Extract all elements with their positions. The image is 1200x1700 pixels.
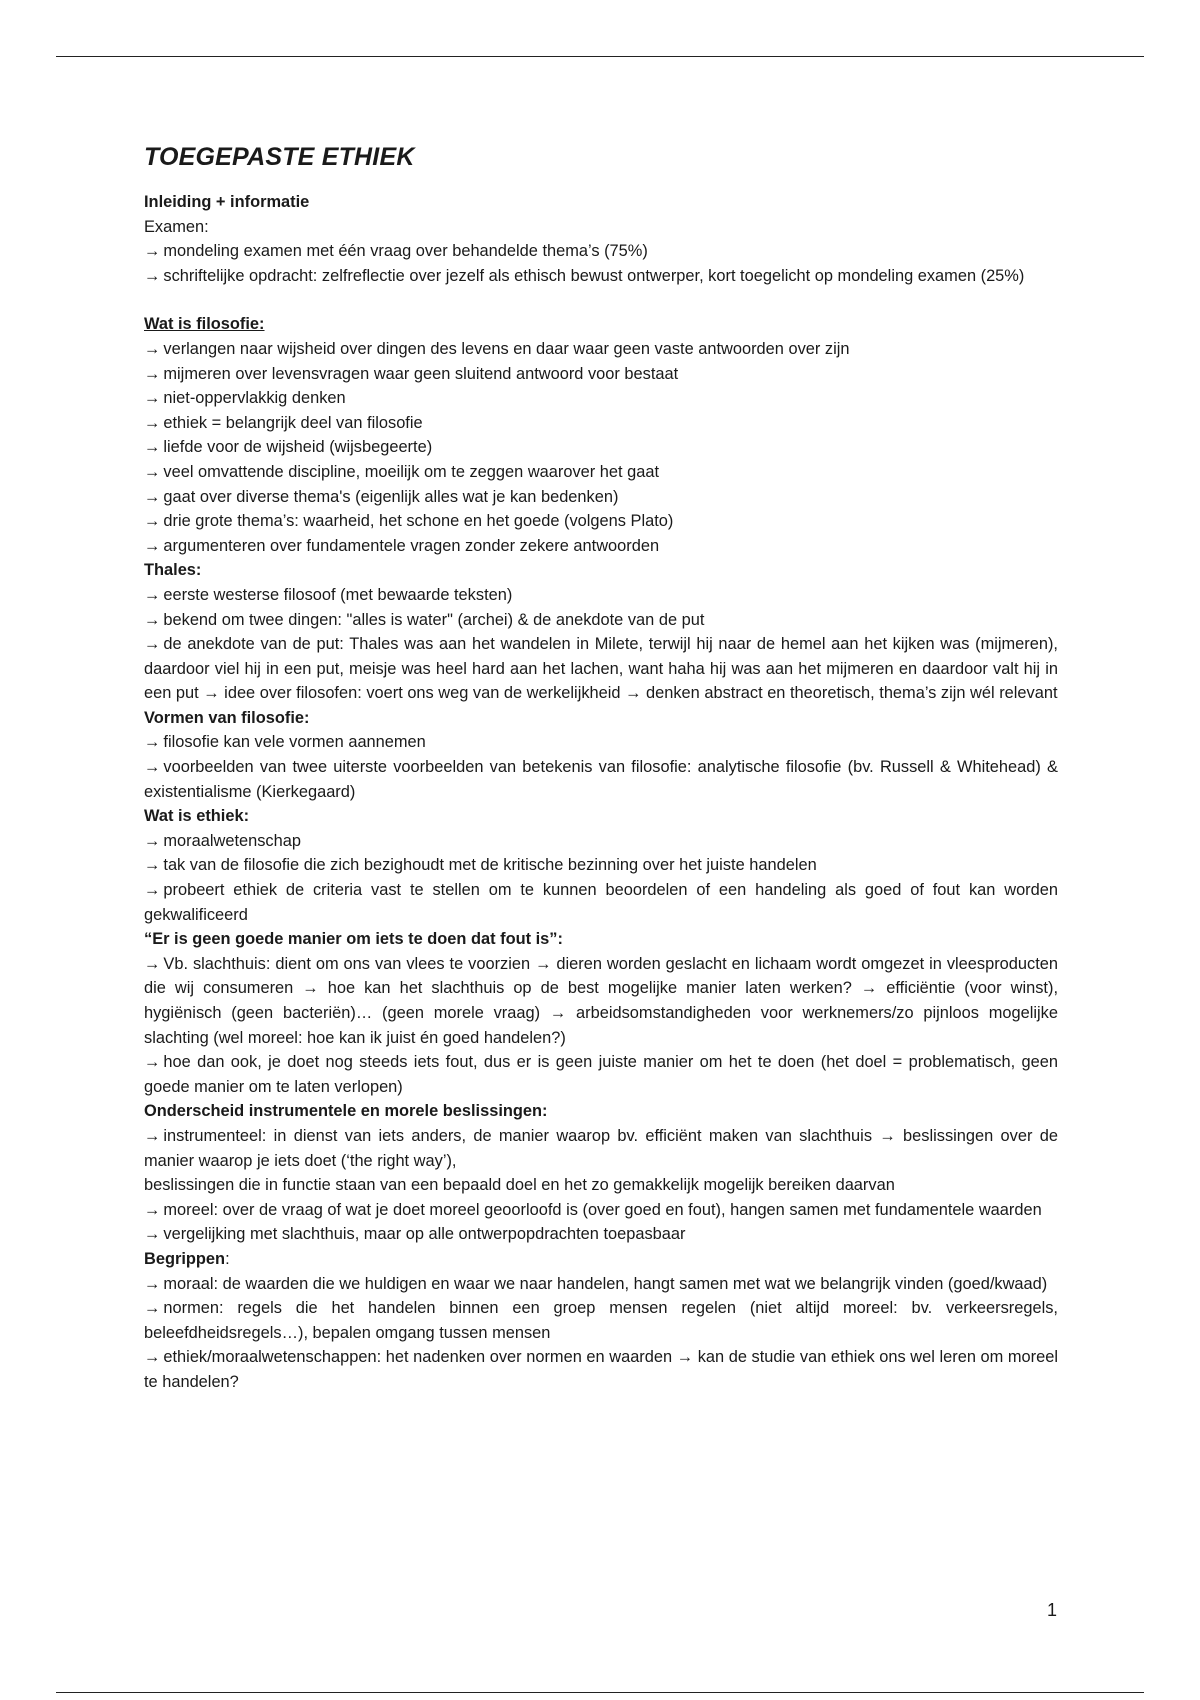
bullet-item [144, 853, 1058, 878]
bullet-text: bekend om twee dingen: "alles is water" (archei) & de anekdote van de put [163, 610, 705, 629]
bullet-item [144, 755, 1058, 804]
section-heading-text: Onderscheid instrumentele en morele beslissingen: [144, 1102, 548, 1121]
bullet-text: de anekdote van de put: Thales was aan het wandelen in Milete, terwijl hij naar de hemel aan het kijken was (mijmeren), daardoor viel hij in een put, meisje was heel hard aan het lachen, want haha hij was aan het mijmeren en daardoor valt hij in een put → idee over filosofen: voert ons weg van de werkelijkheid → denken abstract en theoretisch, thema’s zijn wél relevant [144, 635, 1058, 703]
section-heading [144, 190, 1058, 215]
top-rule [56, 56, 1144, 57]
bullet-text: moraal: de waarden die we huldigen en waar we naar handelen, hangt samen met wat we belangrijk vinden (goed/kwaad) [163, 1274, 1048, 1293]
arrow-icon: → [144, 512, 161, 531]
arrow-icon: → [144, 266, 161, 285]
text-line: beslissingen die in functie staan van een bepaald doel en het zo gemakkelijk mogelijk bereiken daarvan [144, 1176, 895, 1195]
bullet-text: instrumenteel: in dienst van iets anders, de manier waarop bv. efficiënt maken van slachthuis → beslissingen over de manier waarop je iets doet (‘the right way’), [144, 1126, 1058, 1170]
bullet-text: eerste westerse filosoof (met bewaarde teksten) [163, 585, 513, 604]
section-heading-text: Thales: [144, 561, 202, 580]
section-heading [144, 1099, 1058, 1124]
bottom-rule [56, 1692, 1144, 1693]
bullet-text: argumenteren over fundamentele vragen zonder zekere antwoorden [163, 536, 660, 555]
bullet-text: drie grote thema’s: waarheid, het schone en het goede (volgens Plato) [163, 512, 674, 531]
section-heading-suffix: : [225, 1249, 230, 1268]
arrow-icon: → [144, 635, 161, 654]
document-title: TOEGEPASTE ETHIEK [144, 143, 415, 171]
arrow-icon: → [144, 487, 161, 506]
bullet-item [144, 435, 1058, 460]
bullet-text: schriftelijke opdracht: zelfreflectie over jezelf als ethisch bewust ontwerper, kort toegelicht op mondeling examen (25%) [163, 266, 1025, 285]
bullet-text: ethiek/moraalwetenschappen: het nadenken over normen en waarden → kan de studie van ethiek ons wel leren om moreel te handelen? [144, 1348, 1058, 1391]
bullet-text: voorbeelden van twee uiterste voorbeelden van betekenis van filosofie: analytische filosofie (bv. Russell & Whitehead) & existentialisme (Kierkegaard) [144, 758, 1058, 801]
arrow-icon: → [144, 389, 161, 408]
arrow-icon: → [144, 1348, 161, 1367]
bullet-item [144, 239, 1058, 264]
arrow-icon: → [144, 462, 161, 481]
section-heading-text: Wat is ethiek: [144, 807, 250, 826]
bullet-text: gaat over diverse thema's (eigenlijk alles wat je kan bedenken) [163, 487, 619, 506]
section-heading-text: “Er is geen goede manier om iets te doen dat fout is”: [144, 930, 563, 949]
bullet-item [144, 509, 1058, 534]
section-gap [144, 288, 1058, 312]
bullet-item [144, 460, 1058, 485]
bullet-item [144, 337, 1058, 362]
bullet-text: ethiek = belangrijk deel van filosofie [163, 413, 423, 432]
bullet-item [144, 730, 1058, 755]
bullet-item [144, 386, 1058, 411]
bullet-item [144, 1296, 1058, 1345]
arrow-icon: → [144, 881, 161, 900]
bullet-text: niet-oppervlakkig denken [163, 389, 346, 408]
bullet-text: normen: regels die het handelen binnen een groep mensen regelen (niet altijd moreel: bv. verkeersregels, beleefdheidsregels…), bepalen omgang tussen mensen [144, 1299, 1058, 1342]
section-heading [144, 804, 1058, 829]
arrow-icon: → [144, 831, 161, 850]
bullet-item [144, 1124, 1058, 1173]
bullet-item [144, 534, 1058, 559]
arrow-icon: → [144, 856, 161, 875]
bullet-item [144, 1198, 1058, 1223]
section-heading [144, 558, 1058, 583]
bullet-text: mijmeren over levensvragen waar geen sluitend antwoord voor bestaat [163, 364, 679, 383]
bullet-item [144, 632, 1058, 706]
bullet-item [144, 411, 1058, 436]
section-heading-text: Begrippen [144, 1249, 226, 1268]
bullet-text: Vb. slachthuis: dient om ons van vlees te voorzien → dieren worden geslacht en lichaam wordt omgezet in vleesproducten die wij consumeren → hoe kan het slachthuis op de best mogelijke manier laten werken? → efficiëntie (voor winst), hygiënisch (geen bacteriën)… (geen morele vraag) → arbeidsomstandigheden voor werknemers/zo pijnloos mogelijke slachting (wel moreel: hoe kan ik juist én goed handelen?) [144, 954, 1058, 1047]
arrow-icon: → [144, 585, 161, 604]
bullet-text: veel omvattende discipline, moeilijk om te zeggen waarover het gaat [163, 462, 660, 481]
arrow-icon: → [144, 364, 161, 383]
arrow-icon: → [144, 242, 161, 261]
arrow-icon: → [144, 758, 161, 777]
bullet-text: moreel: over de vraag of wat je doet moreel geoorloofd is (over goed en fout), hangen samen met fundamentele waarden [163, 1200, 1042, 1219]
document-body [144, 140, 1058, 1395]
arrow-icon: → [144, 610, 161, 629]
text-line: Examen: [144, 217, 209, 236]
bullet-item [144, 1345, 1058, 1394]
bullet-item [144, 1050, 1058, 1099]
arrow-icon: → [144, 536, 161, 555]
arrow-icon: → [144, 1225, 161, 1244]
arrow-icon: → [144, 1274, 161, 1293]
arrow-icon: → [144, 1126, 161, 1145]
bullet-text: hoe dan ook, je doet nog steeds iets fout, dus er is geen juiste manier om het te doen (het doel = problematisch, geen goede manier om te laten verlopen) [144, 1053, 1058, 1096]
arrow-icon: → [144, 954, 161, 973]
bullet-text: probeert ethiek de criteria vast te stellen om te kunnen beoordelen of een handeling als goed of fout kan worden gekwalificeerd [144, 881, 1058, 924]
page-number: 1 [1046, 1600, 1057, 1620]
bullet-text: verlangen naar wijsheid over dingen des levens en daar waar geen vaste antwoorden over zijn [163, 339, 850, 358]
bullet-item [144, 952, 1058, 1050]
bullet-item [144, 362, 1058, 387]
section-heading [144, 312, 1058, 337]
bullet-item [144, 583, 1058, 608]
arrow-icon: → [144, 1200, 161, 1219]
bullet-text: liefde voor de wijsheid (wijsbegeerte) [163, 438, 433, 457]
bullet-text: tak van de filosofie die zich bezighoudt met de kritische bezinning over het juiste handelen [163, 856, 817, 875]
arrow-icon: → [144, 339, 161, 358]
arrow-icon: → [144, 438, 161, 457]
section-heading [144, 927, 1058, 952]
arrow-icon: → [144, 733, 161, 752]
arrow-icon: → [144, 1053, 161, 1072]
section-heading-text: Wat is filosofie: [144, 315, 265, 334]
document-sections [144, 190, 1058, 1395]
arrow-icon: → [144, 1299, 161, 1318]
bullet-item [144, 485, 1058, 510]
bullet-item [144, 1222, 1058, 1247]
section-heading-text: Vormen van filosofie: [144, 708, 310, 727]
arrow-icon: → [144, 413, 161, 432]
bullet-text: vergelijking met slachthuis, maar op alle ontwerpopdrachten toepasbaar [163, 1225, 686, 1244]
bullet-item [144, 264, 1058, 289]
bullet-item [144, 878, 1058, 927]
section-heading [144, 1247, 1058, 1272]
section-heading-text: Inleiding + informatie [144, 193, 310, 211]
bullet-item [144, 608, 1058, 633]
bullet-text: filosofie kan vele vormen aannemen [163, 733, 426, 752]
section-heading [144, 706, 1058, 731]
bullet-item [144, 829, 1058, 854]
bullet-text: moraalwetenschap [163, 831, 301, 850]
bullet-item [144, 1272, 1058, 1297]
bullet-text: mondeling examen met één vraag over behandelde thema’s (75%) [163, 242, 648, 261]
